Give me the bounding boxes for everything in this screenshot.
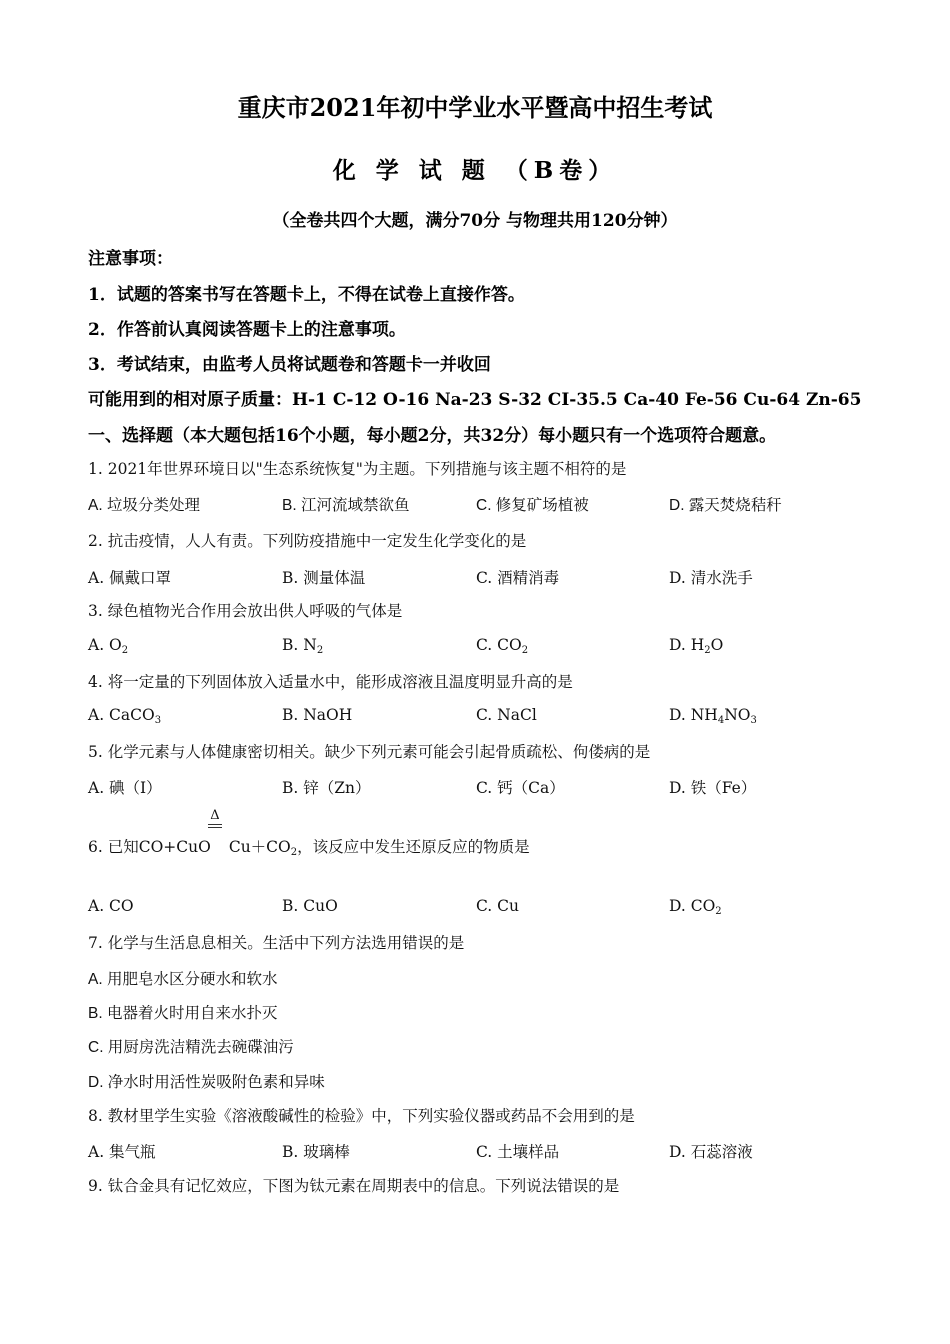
- option-a: A. 佩戴口罩: [88, 569, 172, 587]
- option-d: D. 净水时用活性炭吸附色素和异味: [88, 1074, 325, 1091]
- option-a: A. 集气瓶: [88, 1143, 156, 1161]
- option-b: B. 江河流域禁欲鱼: [282, 497, 410, 514]
- question-stem: 3. 绿色植物光合作用会放出供人呼吸的气体是: [88, 602, 403, 620]
- option-d: D. $H_2O$: [669, 636, 724, 656]
- option-d: D. 石蕊溶液: [669, 1143, 753, 1161]
- option-d: D. $CO_2$: [669, 897, 722, 917]
- option-b: B. CuO: [282, 897, 338, 915]
- exam-title: 重庆市2021年初中学业水平暨高中招生考试: [237, 93, 713, 122]
- option-c: C. $CO_2$: [476, 636, 529, 656]
- notice-item: 2．作答前认真阅读答题卡上的注意事项。: [88, 320, 406, 340]
- option-c: C. Cu: [476, 897, 520, 915]
- question-stem: 4. 将一定量的下列固体放入适量水中，能形成溶液且温度明显升高的是: [88, 673, 573, 691]
- option-a: A. CO: [88, 897, 134, 915]
- notice-heading: 注意事项：: [88, 249, 173, 269]
- option-c: C. 用厨房洗洁精洗去碗碟油污: [88, 1039, 294, 1056]
- option-c: C. 修复矿场植被: [476, 497, 589, 514]
- option-d: D. $NH_4NO_3$: [669, 706, 757, 726]
- option-c: C. 土壤样品: [476, 1143, 560, 1161]
- option-c: C. 钙（Ca）: [476, 779, 565, 797]
- heat-delta-symbol: Δ: [207, 810, 223, 828]
- option-a: A. $O_2$: [88, 636, 129, 656]
- notice-item: 1．试题的答案书写在答题卡上，不得在试卷上直接作答。: [88, 285, 525, 305]
- notice-item: 3．考试结束，由监考人员将试题卷和答题卡一并收回: [88, 355, 491, 375]
- option-a: A. 用肥皂水区分硬水和软水: [88, 971, 278, 988]
- question-stem: 9. 钛合金具有记忆效应，下图为钛元素在周期表中的信息。下列说法错误的是: [88, 1177, 620, 1195]
- option-d: D. 铁（Fe）: [669, 779, 757, 797]
- option-c: C. NaCl: [476, 706, 537, 724]
- question-stem: 6. 已知CO+CuO $Cu+CO_2$，该反应中发生还原反应的物质是: [88, 838, 530, 858]
- option-b: B. 锌（Zn）: [282, 779, 371, 797]
- option-c: C. 酒精消毒: [476, 569, 560, 587]
- option-b: B. 测量体温: [282, 569, 366, 587]
- option-a: A. 碘（I）: [88, 779, 162, 797]
- question-stem: 8. 教材里学生实验《溶液酸碱性的检验》中，下列实验仪器或药品不会用到的是: [88, 1107, 635, 1125]
- option-a: A. 垃圾分类处理: [88, 497, 200, 514]
- section-heading: 一、选择题（本大题包括16个小题，每小题2分，共32分）每小题只有一个选项符合题意。: [88, 426, 777, 446]
- option-b: B. NaOH: [282, 706, 353, 724]
- option-b: B. 电器着火时用自来水扑灭: [88, 1005, 278, 1022]
- question-stem: 7. 化学与生活息息相关。生活中下列方法选用错误的是: [88, 934, 465, 952]
- exam-note: （全卷共四个大题，满分70分 与物理共用120分钟）: [272, 211, 678, 231]
- question-stem: 2. 抗击疫情，人人有责。下列防疫措施中一定发生化学变化的是: [88, 532, 527, 550]
- question-stem: 1. 2021年世界环境日以"生态系统恢复"为主题。下列措施与该主题不相符的是: [88, 460, 627, 478]
- question-stem: 5. 化学元素与人体健康密切相关。缺少下列元素可能会引起骨质疏松、佝偻病的是: [88, 743, 651, 761]
- option-d: D. 清水洗手: [669, 569, 753, 587]
- option-b: B. $N_2$: [282, 636, 324, 656]
- atomic-masses: 可能用到的相对原子质量：H-1 C-12 O-16 Na-23 S-32 CI-35.5 Ca-40 Fe-56 Cu-64 Zn-65: [88, 390, 862, 410]
- exam-subtitle: 化 学 试 题 （B卷）: [332, 157, 618, 184]
- option-b: B. 玻璃棒: [282, 1143, 350, 1161]
- option-a: A. CaCO$_3$: [88, 706, 162, 726]
- option-d: D. 露天焚烧秸秆: [669, 497, 782, 514]
